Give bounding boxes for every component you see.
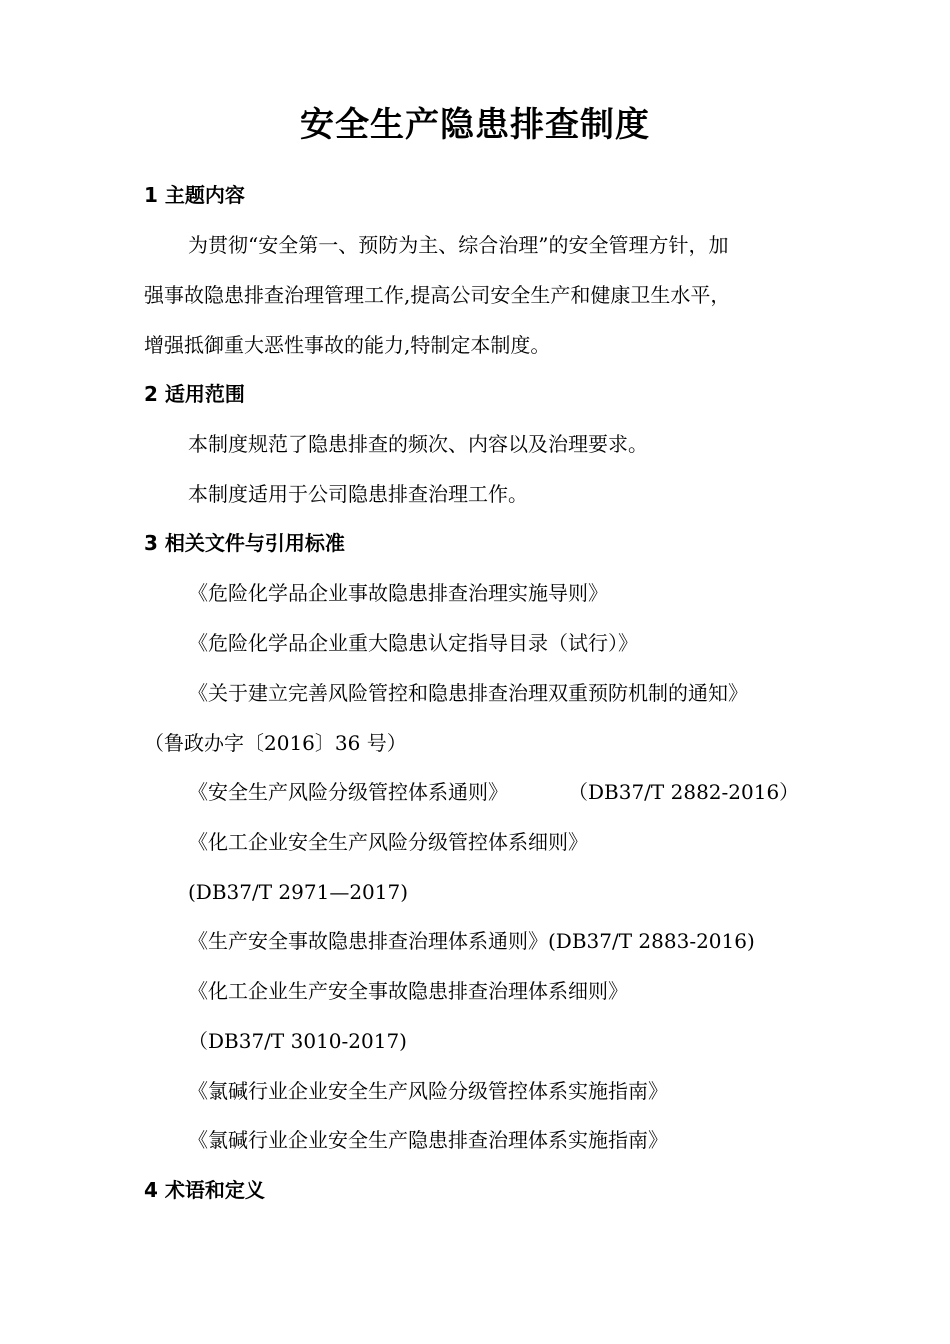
section-2-paragraph-1: 本制度规范了隐患排查的频次、内容以及治理要求。	[188, 432, 648, 456]
document-title: 安全生产隐患排查制度	[300, 105, 650, 145]
reference-5-line-1: 《化工企业安全生产风险分级管控体系细则》	[188, 830, 588, 854]
section-1-paragraph-line-1: 为贯彻“安全第一、预防为主、综合治理”的安全管理方针，加	[188, 233, 729, 257]
section-1-heading: 1 主题内容	[144, 183, 245, 207]
reference-1: 《危险化学品企业事故隐患排查治理实施导则》	[188, 581, 608, 605]
reference-4	[188, 777, 799, 807]
reference-6: 《生产安全事故隐患排查治理体系通则》(DB37/T 2883-2016)	[188, 929, 755, 953]
reference-3-line-2: （鲁政办字〔2016〕36 号）	[144, 731, 407, 755]
reference-8: 《氯碱行业企业安全生产风险分级管控体系实施指南》	[188, 1079, 668, 1103]
reference-7-line-2: （DB37/T 3010-2017)	[188, 1029, 407, 1053]
reference-7-line-1: 《化工企业生产安全事故隐患排查治理体系细则》	[188, 979, 628, 1003]
section-1-paragraph-line-2: 强事故隐患排查治理管理工作,提高公司安全生产和健康卫生水平，	[144, 283, 731, 307]
reference-2: 《危险化学品企业重大隐患认定指导目录（试行）》	[188, 631, 638, 655]
section-2-heading: 2 适用范围	[144, 382, 245, 406]
reference-3-line-1: 《关于建立完善风险管控和隐患排查治理双重预防机制的通知》	[188, 681, 748, 705]
section-3-heading: 3 相关文件与引用标准	[144, 531, 345, 555]
reference-4-title: 《安全生产风险分级管控体系通则》	[188, 780, 508, 804]
section-1-paragraph-line-3: 增强抵御重大恶性事故的能力,特制定本制度。	[144, 333, 551, 357]
section-4-heading: 4 术语和定义	[144, 1178, 265, 1202]
section-2-paragraph-2: 本制度适用于公司隐患排查治理工作。	[188, 482, 528, 506]
reference-9: 《氯碱行业企业安全生产隐患排查治理体系实施指南》	[188, 1128, 668, 1152]
reference-4-code: （DB37/T 2882-2016）	[568, 780, 800, 804]
reference-5-line-2: (DB37/T 2971—2017)	[188, 880, 409, 904]
